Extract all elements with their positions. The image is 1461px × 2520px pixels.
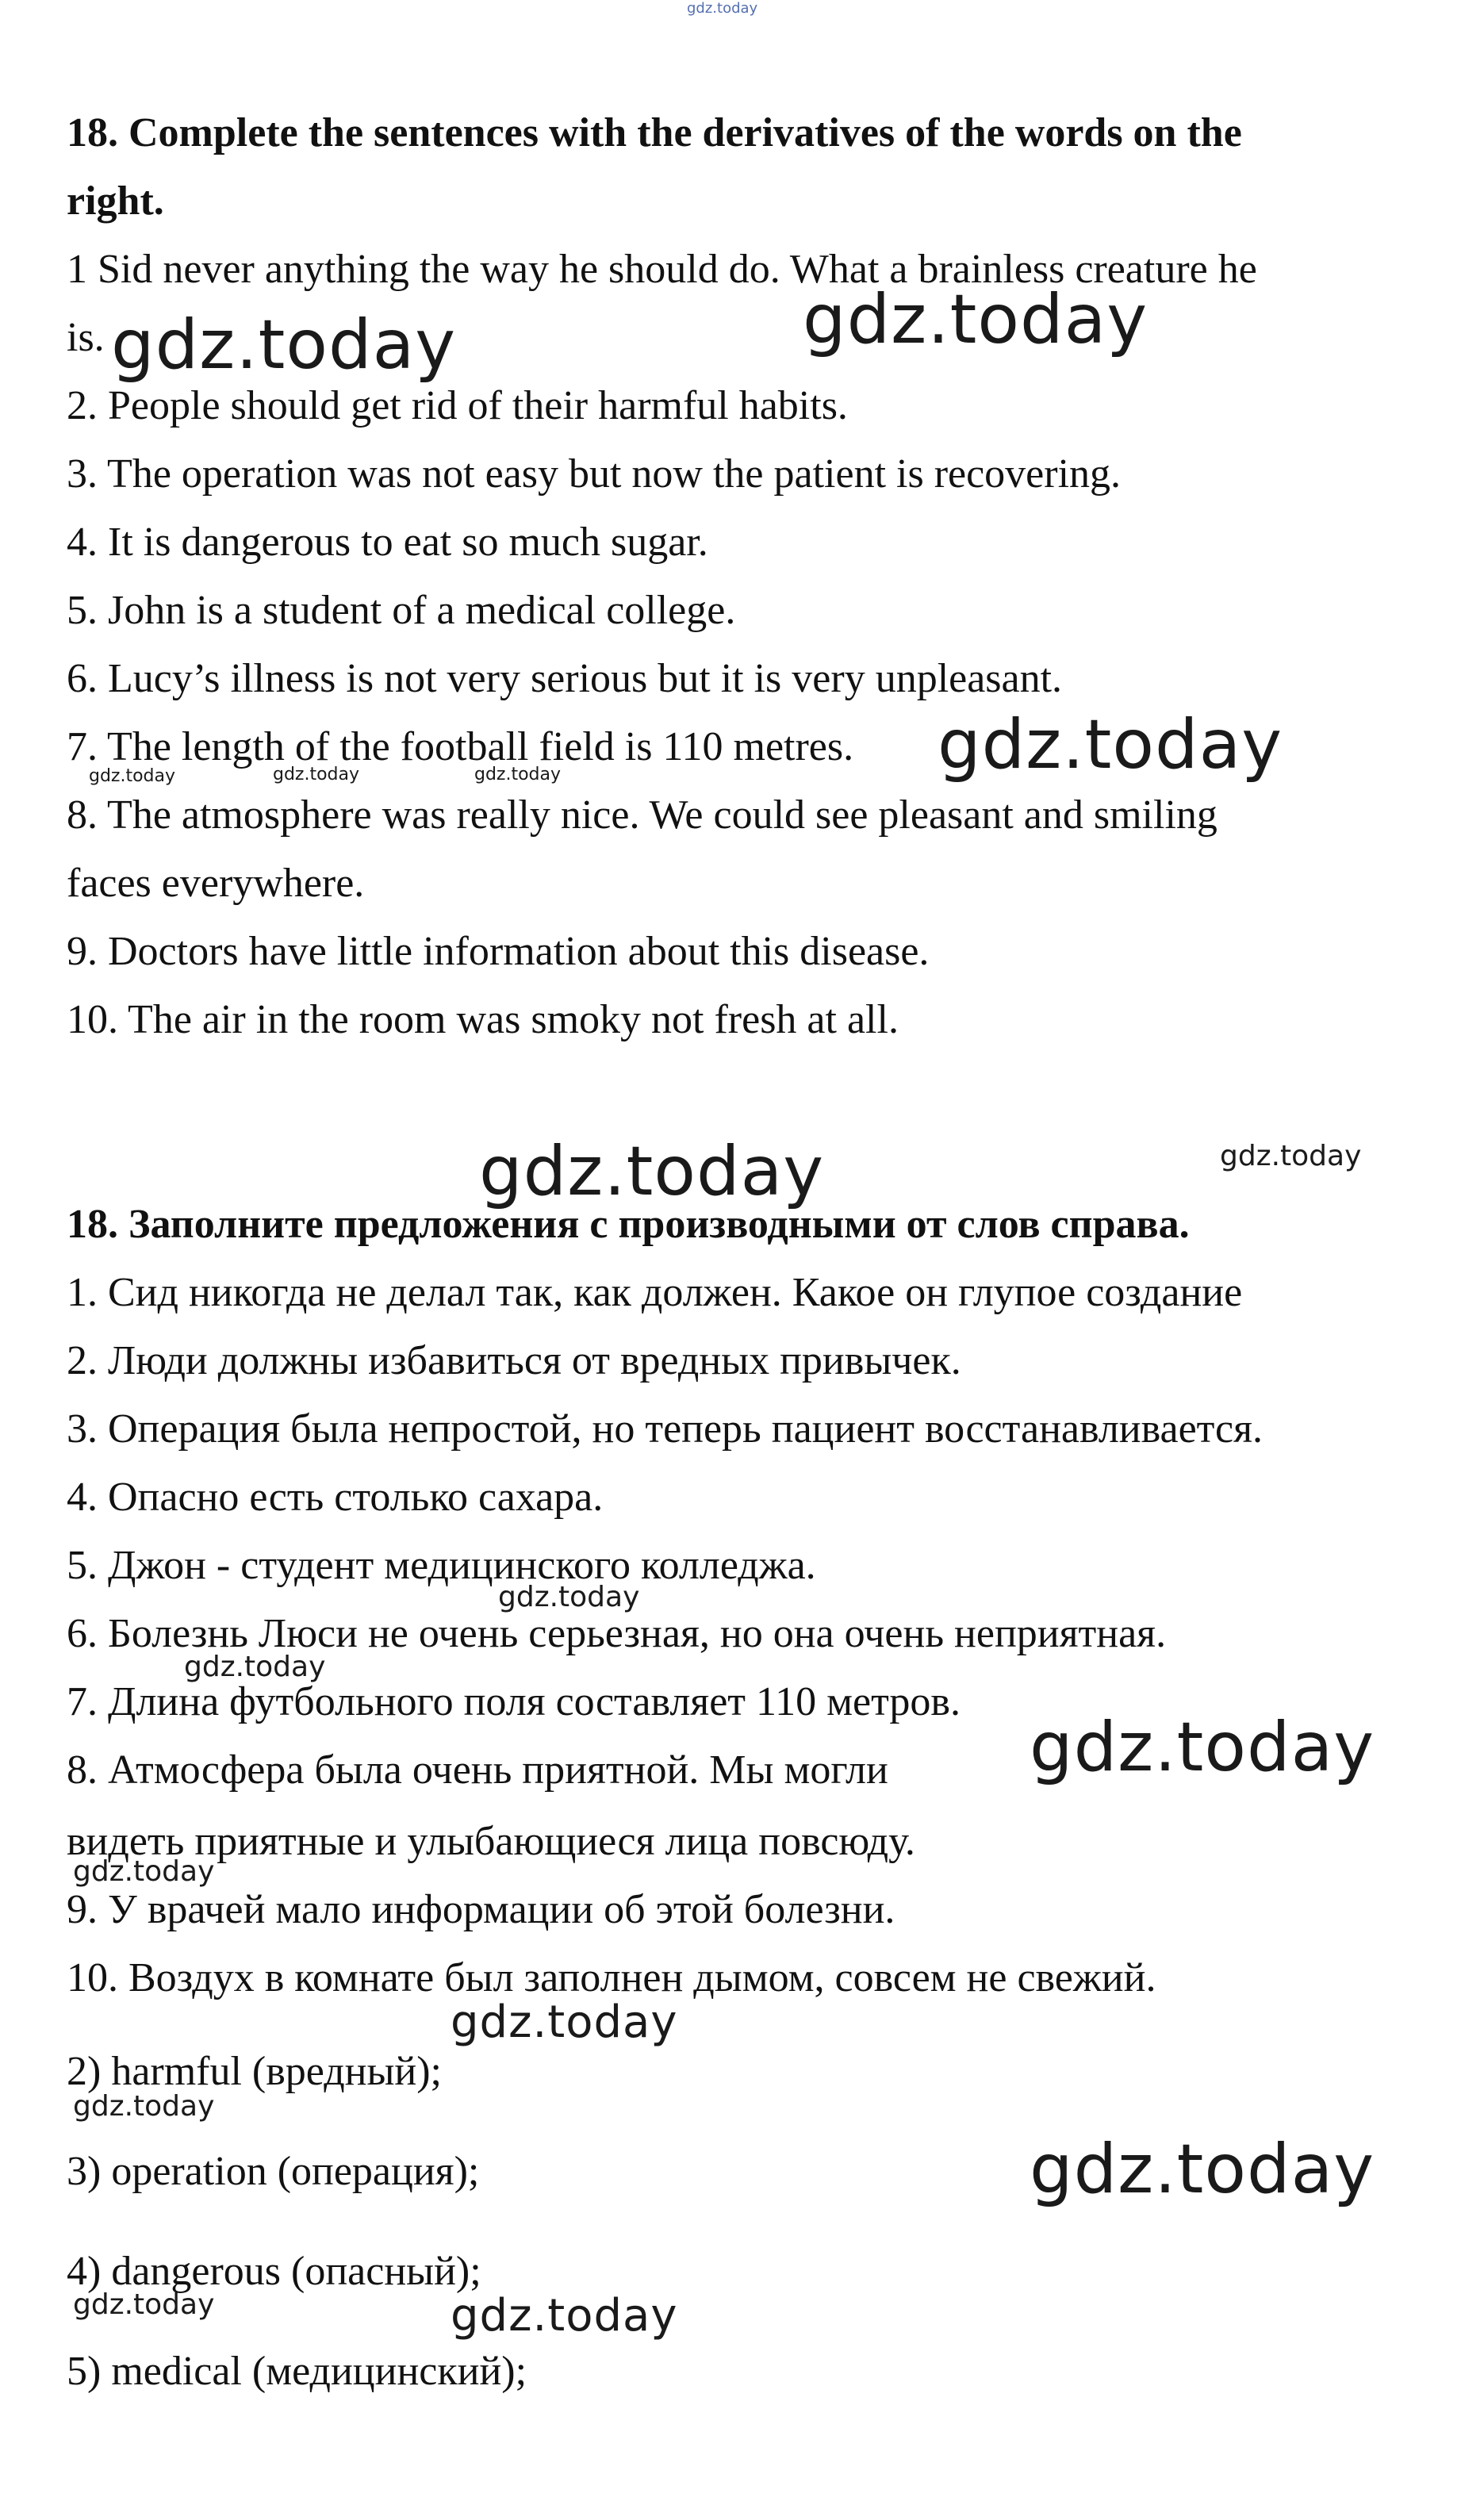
watermark-text: gdz.today — [73, 1855, 215, 1888]
answer-item: 5) medical (медицинский); — [67, 2349, 527, 2394]
sentence-en-4: 4. It is dangerous to eat so much sugar. — [67, 520, 708, 565]
sentence-ru-4: 4. Опасно есть столько сахара. — [67, 1475, 604, 1520]
sentence-ru-8: 8. Атмосфера была очень приятной. Мы могли — [67, 1747, 888, 1793]
exercise-title-en-cont: right. — [67, 178, 164, 224]
watermark-text: gdz.today — [498, 1581, 640, 1613]
answer-item: 4) dangerous (опасный); — [67, 2249, 481, 2294]
exercise-title-ru: 18. Заполните предложения с производными от слов справа. — [67, 1202, 1190, 1247]
watermark-text: gdz.today — [1220, 1140, 1362, 1172]
answer-item: 3) operation (операция); — [67, 2149, 480, 2194]
sentence-ru-8-cont: видеть приятные и улыбающиеся лица повсюду. — [67, 1819, 915, 1864]
watermark-text: gdz.today — [938, 705, 1283, 784]
watermark-text: gdz.today — [73, 2288, 215, 2321]
sentence-en-10: 10. The air in the room was smoky not fresh at all. — [67, 997, 899, 1042]
watermark-text: gdz.today — [451, 1996, 678, 2048]
sentence-en-1-cont: is. — [67, 315, 105, 360]
sentence-en-8: 8. The atmosphere was really nice. We could see pleasant and smiling — [67, 792, 1218, 838]
watermark-text: gdz.today — [451, 2290, 678, 2342]
answer-item: 2) harmful (вредный); — [67, 2049, 443, 2094]
sentence-en-9: 9. Doctors have little information about this disease. — [67, 929, 930, 974]
watermark-text: gdz.today — [1030, 1708, 1375, 1787]
watermark-text: gdz.today — [687, 0, 758, 17]
sentence-ru-6: 6. Болезнь Люси не очень серьезная, но она очень неприятная. — [67, 1611, 1167, 1656]
sentence-en-1: 1 Sid never anything the way he should do. What a brainless creature he — [67, 247, 1257, 292]
sentence-ru-1: 1. Сид никогда не делал так, как должен. Какое он глупое создание — [67, 1270, 1243, 1315]
watermark-text: gdz.today — [89, 766, 176, 786]
sentence-ru-5: 5. Джон - студент медицинского колледжа. — [67, 1543, 816, 1588]
watermark-text: gdz.today — [184, 1651, 326, 1683]
sentence-ru-7: 7. Длина футбольного поля составляет 110 метров. — [67, 1679, 961, 1724]
sentence-en-8-cont: faces everywhere. — [67, 861, 365, 906]
sentence-en-6: 6. Lucy’s illness is not very serious but it is very unpleasant. — [67, 656, 1063, 701]
watermark-text: gdz.today — [803, 280, 1148, 359]
watermark-text: gdz.today — [111, 305, 457, 385]
sentence-en-2: 2. People should get rid of their harmful habits. — [67, 383, 848, 428]
sentence-en-3: 3. The operation was not easy but now the patient is recovering. — [67, 451, 1122, 497]
watermark-text: gdz.today — [273, 765, 360, 784]
watermark-text: gdz.today — [474, 765, 562, 784]
sentence-ru-2: 2. Люди должны избавиться от вредных привычек. — [67, 1338, 961, 1383]
exercise-title-en: 18. Complete the sentences with the derivatives of the words on the — [67, 110, 1242, 155]
sentence-ru-10: 10. Воздух в комнате был заполнен дымом, совсем не свежий. — [67, 1955, 1156, 2000]
sentence-ru-9: 9. У врачей мало информации об этой болезни. — [67, 1887, 895, 1932]
watermark-text: gdz.today — [479, 1132, 825, 1211]
watermark-text: gdz.today — [1030, 2130, 1375, 2209]
sentence-en-5: 5. John is a student of a medical college. — [67, 588, 736, 633]
sentence-en-7: 7. The length of the football field is 110 metres. — [67, 724, 854, 769]
sentence-ru-3: 3. Операция была непростой, но теперь пациент восстанавливается. — [67, 1406, 1263, 1452]
watermark-text: gdz.today — [73, 2090, 215, 2123]
